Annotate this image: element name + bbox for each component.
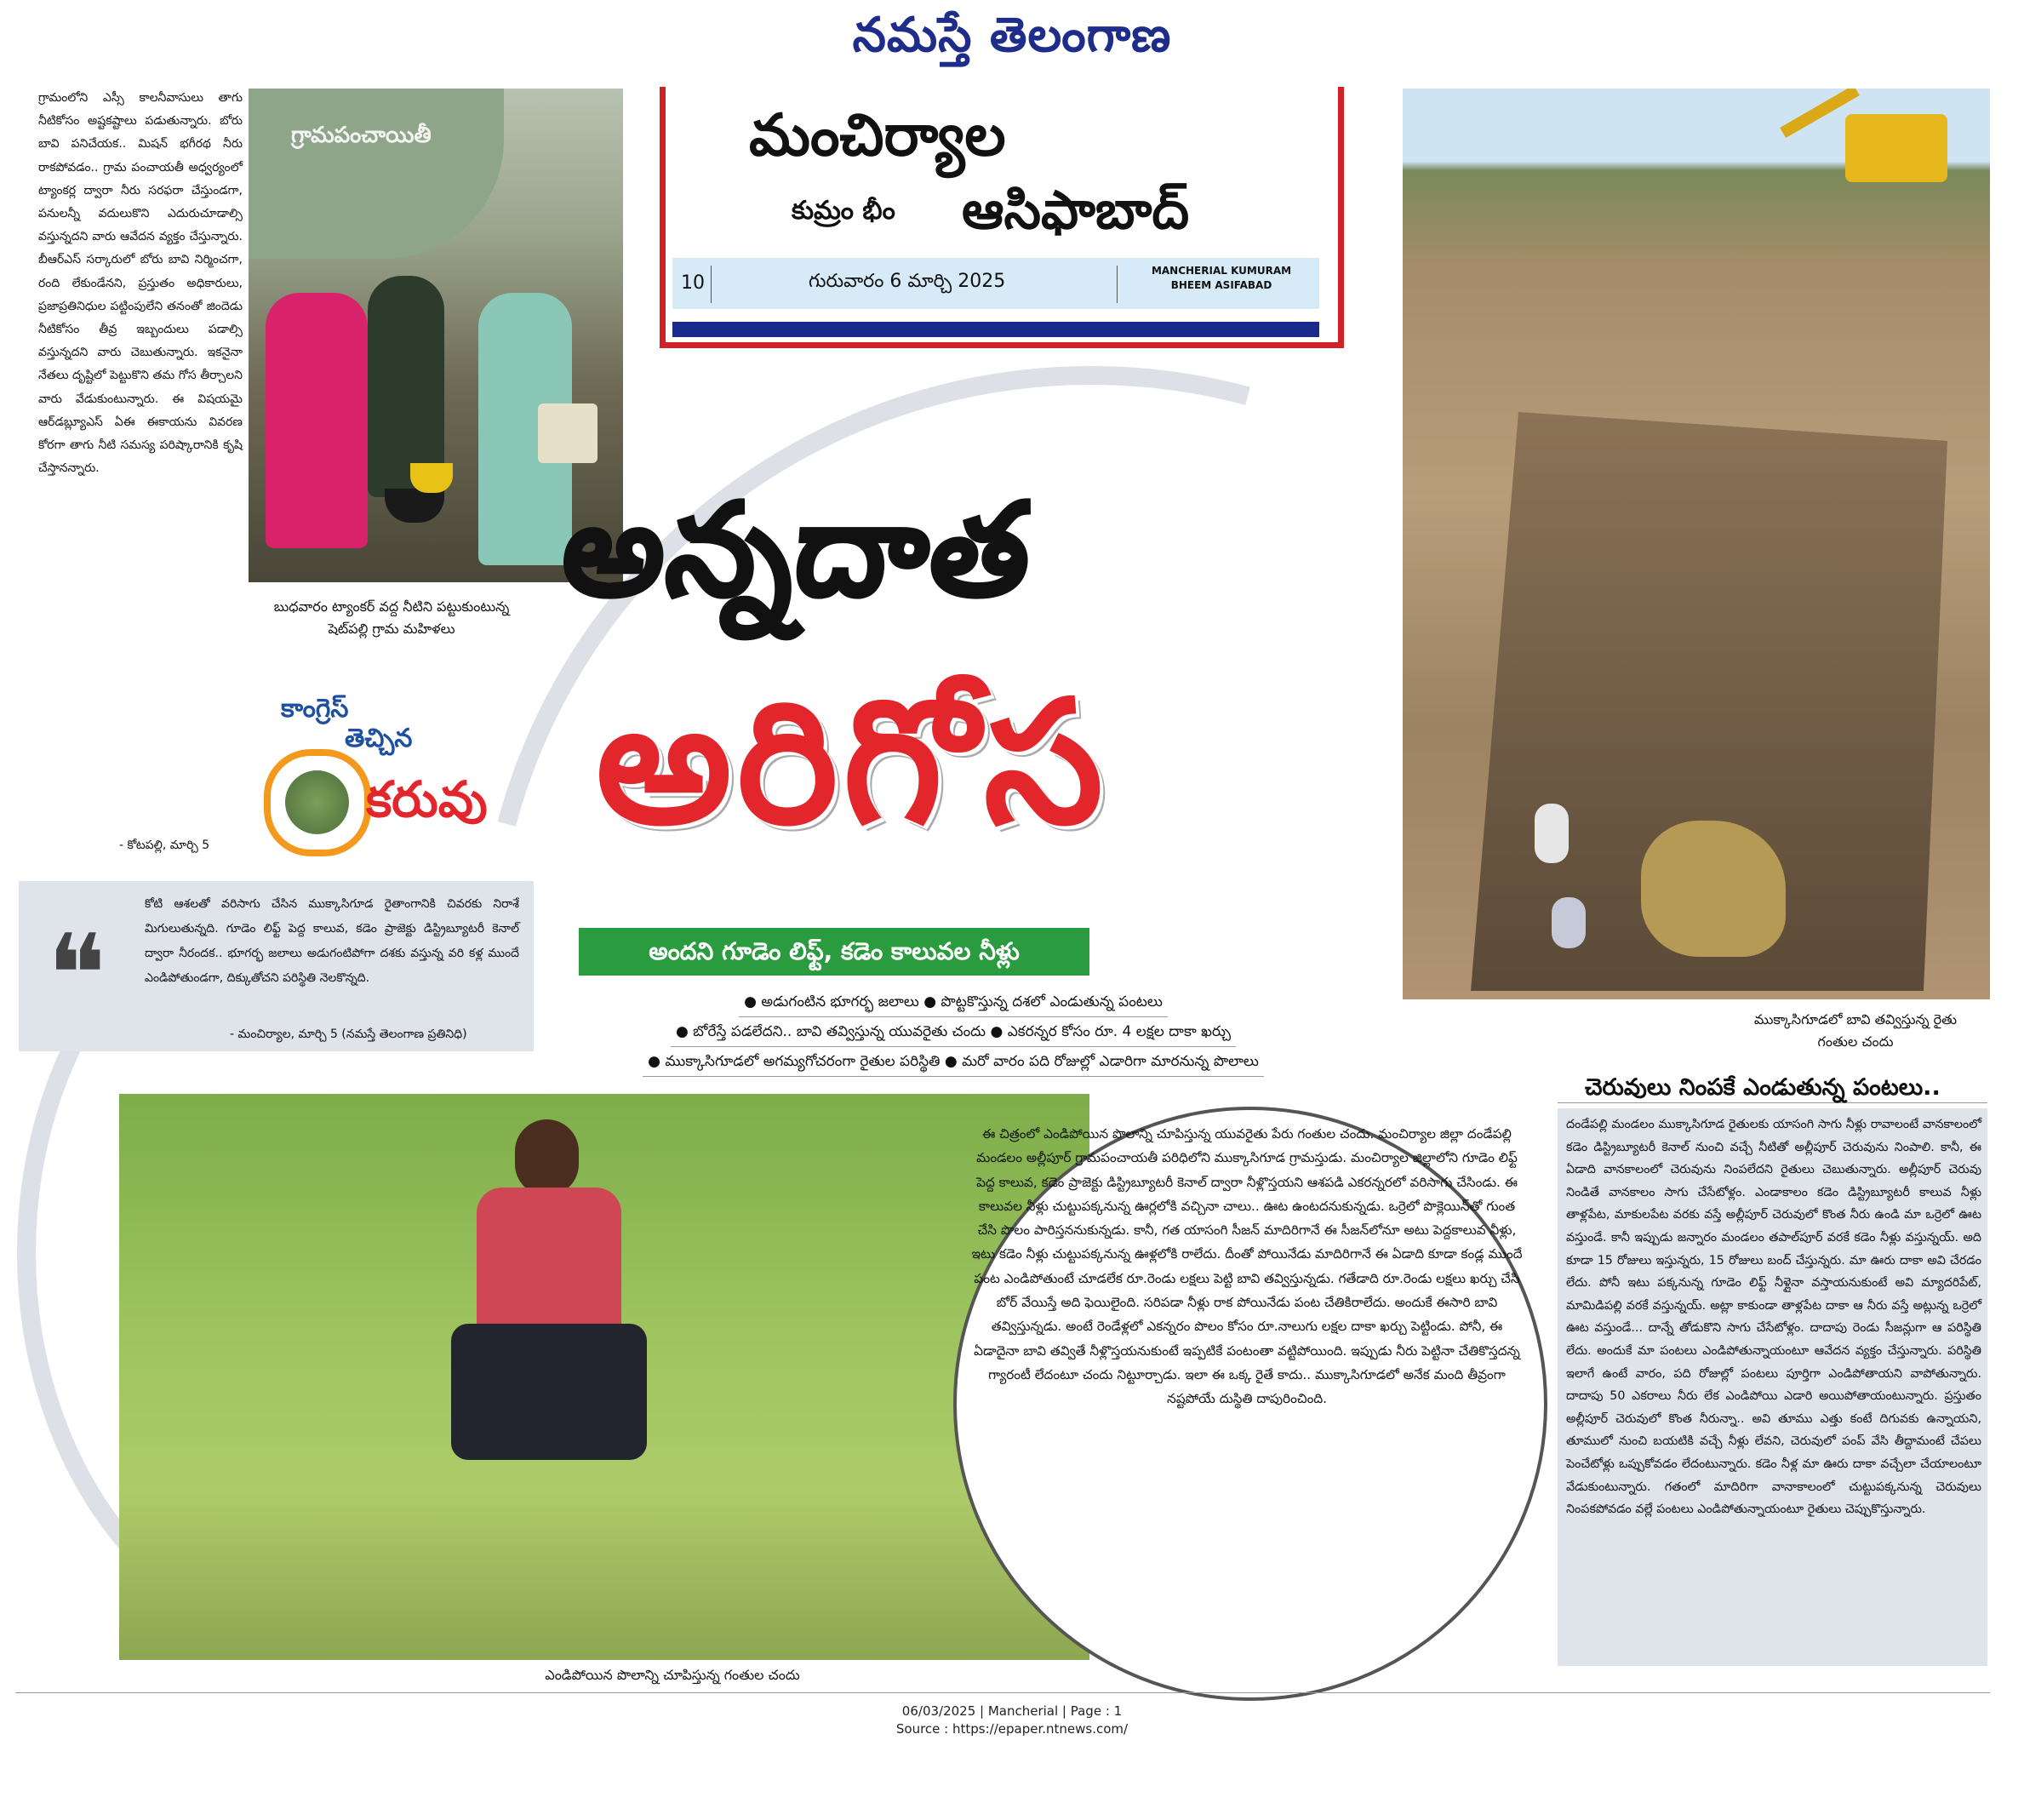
page-footer <box>0 1703 2024 1738</box>
well-photo-caption: ముక్కాసిగూడలో బావి తవ్విస్తున్న రైతు గంతుల చందు <box>1753 1011 1958 1050</box>
headline-line-2: అరిగోస <box>596 664 1109 862</box>
district-name: మంచిర్యాల <box>749 102 1006 169</box>
quote-text: కోటి ఆశలతో వరిసాగు చేసిన ముక్కాసిగూడ రైతాంగానికి చివరకు నిరాశే మిగులుతున్నది. గూడెం లిఫ్ట్ పెద్ద కాలువ, కడెం ప్రాజెక్టు డిస్ట్రిబ్యూటరీ కెనాల్ ద్వారా నీరందక.. భూగర్భ జలాలు అడుగంటిపోగా దశకు వస్తున్న వరి కళ్ల ముందే ఎండిపోతుండగా, దిక్కుతోచని పరిస్థితి నెలకొన్నది. <box>145 897 519 985</box>
bucket <box>385 489 444 523</box>
divider <box>711 266 712 303</box>
paddy-photo-caption: ఎండిపోయిన పొలాన్ని చూపిస్తున్న గంతుల చందు <box>545 1667 800 1683</box>
excavator <box>1845 114 1947 182</box>
badge-emblem-image <box>285 770 349 834</box>
highlight-item: ● ముక్కాసిగూడలో అగమ్యగోచరంగా రైతుల పరిస్థితి ● మరో వారం పది రోజుల్లో ఎడారిగా మారనున్న పొలాలు <box>643 1047 1264 1077</box>
left-column-text: గ్రామంలోని ఎస్సీ కాలనీవాసులు తాగు నీటికోసం అష్టకష్టాలు పడుతున్నారు. బోరు బావి పనిచేయక.. మిషన్ భగీరథ నీరు రాకపోవడం.. గ్రామ పంచాయతీ అధ్వర్యంలో ట్యాంకర్ల ద్వారా నీరు సరఫరా చేస్తుండగా, పనులన్నీ వదులుకొని ఎదురుచూడాల్సి వస్తున్నదని వారు ఆవేదన వ్యక్తం చేస్తున్నారు. బీఆర్ఎస్ సర్కారులో బోరు బావి నిర్మించగా, రంది లేకుండేనని, ప్రస్తుతం అధికారులు, ప్రజాప్రతినిధుల పట్టింపులేని తనంతో జిందెడు నీటికోసం తీవ్ర ఇబ్బందులు పడాల్సి వస్తున్నదని వారు చెబుతున్నారు. ఇకనైనా నేతలు దృష్టిలో పెట్టుకొని తమ గోస తీర్చాలని వారు వేడుకుంటున్నారు. ఈ విషయమై ఆర్‌డబ్ల్యూఎస్ ఏఈ ఈకాయను వివరణ కోరగా తాగు నీటి సమస్య పరిష్కారానికి కృషి చేస్తానన్నారు. <box>38 91 243 476</box>
farmer-shirt <box>477 1188 621 1332</box>
page-bottom-rule <box>15 1692 1990 1693</box>
bucket <box>538 403 597 463</box>
badge-line-2: తెచ్చిన <box>345 724 413 753</box>
woman-figure <box>266 293 368 548</box>
district-subname: కుమ్రం భీం <box>792 196 895 226</box>
quote-dateline: - మంచిర్యాల, మార్చి 5 (నమస్తే తెలంగాణ ప్రతినిధి) <box>230 1027 467 1041</box>
quote-mark-icon: ❝ <box>47 910 106 1039</box>
highlights-list <box>587 987 1319 1077</box>
farmer-legs <box>451 1324 647 1460</box>
divider <box>1117 266 1118 303</box>
headline-line-1: అన్నదాత <box>557 477 1037 625</box>
highlight-item: ● బోరేస్తే పడలేదని.. బావి తవ్విస్తున్న యువరైతు చందు ● ఎకరన్నర కోసం రూ. 4 లక్షల దాకా ఖర్చు <box>671 1017 1236 1047</box>
district-subname-large: ఆసిఫాబాద్ <box>962 179 1190 241</box>
left-column-dateline: - కోటపల్లి, మార్చి 5 <box>119 838 210 852</box>
blue-band <box>672 322 1319 337</box>
right-article-title: చెరువులు నింపకే ఎండుతున్న పంటలు.. <box>1585 1074 1941 1101</box>
worker-figure <box>1552 897 1586 948</box>
district-english: MANCHERIAL KUMURAM BHEEM ASIFABAD <box>1151 265 1292 291</box>
water-tanker <box>249 89 504 259</box>
dry-paddy-photo <box>119 1094 1089 1660</box>
worker-figure <box>1535 804 1569 863</box>
masthead: నమస్తే తెలంగాణ <box>852 7 1172 63</box>
bucket <box>410 463 453 493</box>
tanker-signage: గ్రామపంచాయితీ <box>291 123 432 148</box>
badge-line-1: కాంగ్రెస్ <box>281 694 349 724</box>
subhead-banner: అందని గూడెం లిఫ్ట్, కడెం కాలువల నీళ్లు <box>579 928 1089 976</box>
badge-line-3: కరువు <box>366 770 488 828</box>
tanker-photo-caption: బుధవారం ట్యాంకర్ వద్ద నీటిని పట్టుకుంటున్న షెట్‌పల్లి గ్రామ మహిళలు <box>273 598 510 637</box>
page-number: 10 <box>681 272 705 294</box>
right-article-text: దండేపల్లి మండలం ముక్కాసిగూడ రైతులకు యాసంగి సాగు నీళ్లు రావాలంటే వానకాలంలో కడెం డిస్ట్రిబ్యూటరీ కెనాల్ నుంచి వచ్చే నీటితో అల్లీపూర్ చెరువును నింపాలి. కానీ, ఈ ఏడాది వానకాలంలో చెరువును నింపలేదని రైతులు చెబుతున్నారు. అల్లీపూర్ చెరువు నిండితే వానకాలం సాగు చేసేటోళ్లం. ఎండాకాలం కడెం డిస్ట్రిబ్యూటరీ కాలువ నీళ్లు తాళ్లపేట, మాకులపేట వరకు వస్తే అల్లీపూర్ చెరువులో కొంత నీరు ఉండి మా ఒర్రెలో ఊట వస్తుండే. కానీ ఇప్పుడు జన్నారం మండలం తపాల్‌పూర్ వరకే కడెం నీళ్లు వస్తున్నయ్. అది కూడా 15 రోజులు ఇస్తున్నరు, 15 రోజులు బంద్ చేస్తున్నరు. మా ఊరు దాకా అవి చేరడం లేదు. పోనీ ఇటు పక్కనున్న గూడెం లిఫ్ట్ నీళ్లైనా వస్తాయనుకుంటే అవి మ్యాదరిపేట్, మామిడిపల్లి వరకే వస్తున్నయ్. అట్లా కాకుండా తాళ్లపేట దాకా ఆ నీరు వస్తే అట్లున్న ఒర్రెలో ఊట వస్తుండే... దాన్నే తోడుకొని సాగు చేసేటోళ్లం. దాదాపు రెండు సీజన్లుగా ఆ పరిస్థితి లేదు. అందుకే మా పంటలు ఎండిపోతున్నాయంటూ ఆవేదన వ్యక్తం చేస్తున్నారు. పరిస్థితి ఇలాగే ఉంటే వారం, పది రోజుల్లో పంటలు పూర్తిగా ఎండిపోతాయని వాపోతున్నారు. దాదాపు 50 ఎకరాలు నీరు లేక ఎండిపోయి ఎడారి అయిపోతాయంటున్నారు. ప్రస్తుతం అల్లీపూర్ చెరువులో కొంత నీరున్నా.. అవి తూము ఎత్తు కంటే దిగువకు ఉన్నాయని, తూములో నుంచి బయటికి వచ్చే నీళ్లు లేవని, చెరువులో పంప్ వేసి తీద్దామంటే చేపలు పెంచేటోళ్లు ఒప్పుకోవడం లేదంటున్నారు. కడెం నీళ్ల మా ఊరు దాకా వచ్చేలా చేయాలంటూ వేడుకుంటున్నారు. గతంలో మాదిరిగా వానాకాలంలో చుట్టుపక్కనున్న చెరువులు నింపకపోవడం వల్లే పంటలు ఎండిపోతున్నాయంటూ రైతులు చెప్పుకొస్తున్నారు. <box>1566 1118 1981 1517</box>
issue-date: గురువారం 6 మార్చి 2025 <box>809 271 1006 292</box>
well-digging-photo <box>1403 89 1990 999</box>
footer-info: 06/03/2025 | Mancherial | Page : 1 <box>901 1703 1123 1719</box>
muddy-water <box>1641 821 1786 957</box>
farmer-head <box>515 1119 579 1196</box>
highlight-item: ● అడుగంటిన భూగర్భ జలాలు ● పొట్టకొస్తున్న దశలో ఎండుతున్న పంటలు <box>739 987 1168 1017</box>
circle-article-text: ఈ చిత్రంలో ఎండిపోయిన పొలాన్ని చూపిస్తున్న యువరైతు పేరు గంతుల చందు. మంచిర్యాల జిల్లా దండేపల్లి మండలం అల్లీపూర్ గ్రామపంచాయతీ పరిధిలోని ముక్కాసిగూడ గ్రామస్తుడు. మంచిర్యాల జిల్లాలోని గూడెం లిఫ్ట్ పెద్ద కాలువ, కడెం ప్రాజెక్టు డిస్ట్రిబ్యూటరీ కెనాల్ ద్వారా నీళ్లొస్తయని ఆశపడి ఎకరన్నరలో వరిసాగు చేసిండు. ఈ కాలువల నీళ్లు చుట్టుపక్కనున్న ఊర్లలోకి వచ్చినా చాలు.. ఊట ఉంటదనుకున్నడు. ఒర్రెలో పొక్లెయిన్‌తో గుంత చేసి పొలం పారిస్తననుకున్నడు. కానీ, గత యాసంగి సీజన్ మాదిరిగానే ఈ సీజన్‌లోనూ అటు పెద్దకాలువ నీళ్లు, ఇటు కడెం నీళ్లు చుట్టుపక్కనున్న ఊళ్లలోకి రాలేదు. దీంతో పోయినేడు మాదిరిగానే ఈ ఏడాది కూడా కండ్ల ముందే పంట ఎండిపోతుంటే చూడలేక రూ.రెండు లక్షలు పెట్టి బావి తవ్విస్తున్నడు. గతేడాది రూ.రెండు లక్షలు ఖర్చు చేసి బోర్ వేయిస్తే అది ఫెయిలైంది. సరిపడా నీళ్లు రాక పోయినేడు పంట చేతికిరాలేదు. అందుకే ఈసారి బావి తవ్విస్తున్నడు. అంటే రెండేళ్లలో ఎకన్నరం పొలం కోసం రూ.నాలుగు లక్షల దాకా ఖర్చు పెట్టిండు. పోనీ, ఈ ఏడాదైనా బావి తవ్వితే నీళ్లొస్తయనుకుంటే ఇప్పటికే పంటంతా వట్టిపోయింది. ఇప్పుడు నీరు పెట్టినా చేతికొస్తదన్న గ్యారంటీ లేదంటూ చందు నిట్టూర్చాడు. ఇలా ఈ ఒక్క రైతే కాదు.. ముక్కాసిగూడలో అనేక మంది తీవ్రంగా నష్టపోయే దుస్థితి దాపురించింది. <box>971 1126 1523 1407</box>
footer-source: Source : https://epaper.ntnews.com/ <box>895 1721 1129 1737</box>
